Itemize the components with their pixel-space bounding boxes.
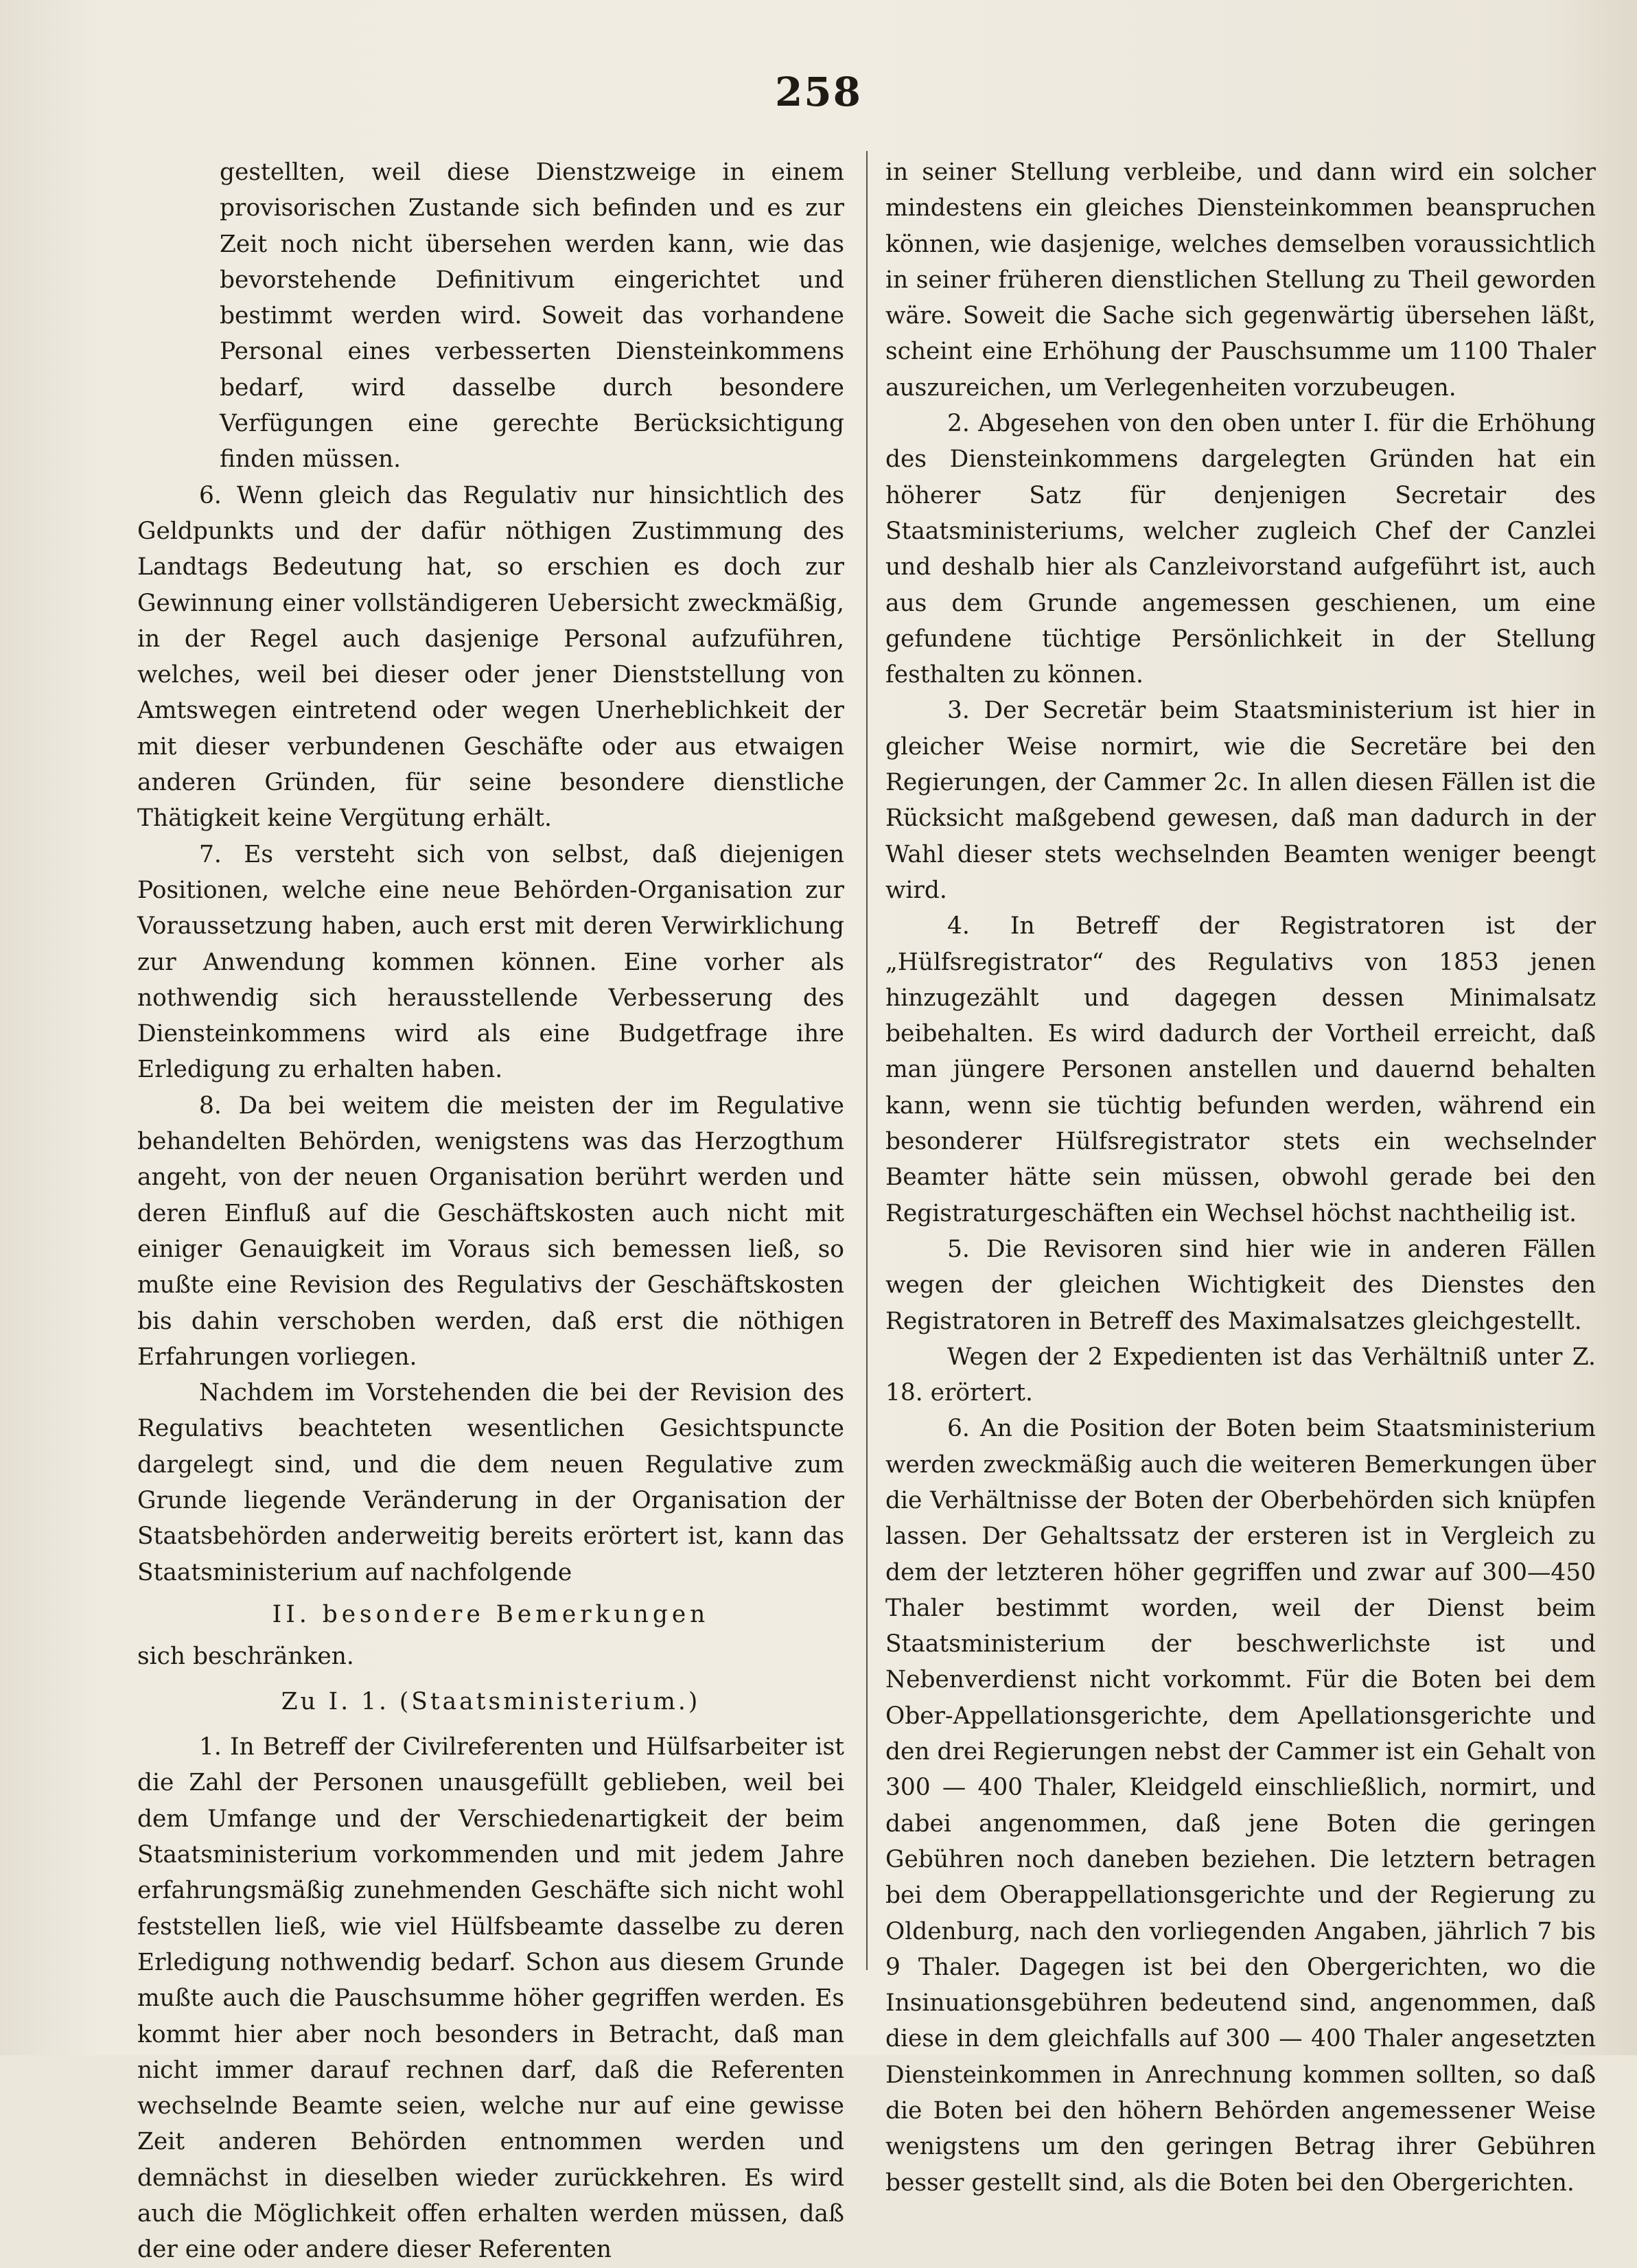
paragraph-2: 2. Abgesehen von den oben unter I. für die Erhöhung des Diensteinkommens dargelegten Gründen hat ein höherer Satz für denjenigen Secretair des Staatsministeriums, welcher zugleich Chef der Canzlei und deshalb hier als Canzleivorstand aufgeführt ist, auch aus dem Grunde angemessen geschienen, um eine gefundene tüchtige Persönlichkeit in der Stellung festhalten zu können. [885,410,1596,689]
right-column [885,154,1596,2201]
subheading-staatsministerium: Zu I. 1. (Staatsministerium.) [281,1688,701,1716]
left-column [137,154,844,2268]
section-heading-II: II. besondere Bemerkungen [272,1600,710,1628]
paragraph-1: 1. In Betreff der Civilreferenten und Hülfsarbeiter ist die Zahl der Personen unausgefüllt geblieben, weil bei dem Umfange und der Verschiedenartigkeit der beim Staatsministerium vorkommenden und mit jedem Jahre erfahrungsmäßig zunehmenden Geschäfte sich nicht wohl feststellen ließ, wie viel Hülfsbeamte dasselbe zu deren Erledigung nothwendig bedarf. Schon aus diesem Grunde mußte auch die Pauschsumme höher gegriffen werden. Es kommt hier aber noch besonders in Betracht, daß man nicht immer darauf rechnen darf, daß die Referenten wechselnde Beamte seien, welche nur auf eine gewisse Zeit anderen Behörden entnommen werden und demnächst in dieselben wieder zurückkehren. Es wird auch die Möglichkeit offen erhalten werden müssen, daß der eine oder andere dieser Referenten [137,1733,844,2264]
paragraph-8: 8. Da bei weitem die meisten der im Regulative behandelten Behörden, wenigstens was das Herzogthum angeht, von der neuen Organisation berührt werden und deren Einfluß auf die Geschäftskosten auch nicht mit einiger Genauigkeit im Voraus sich bemessen ließ, so mußte eine Revision des Regulativs der Geschäftskosten bis dahin verschoben werden, daß erst die nöthigen Erfahrungen vorliegen. [137,1091,844,1371]
paragraph-6-boten: 6. An die Position der Boten beim Staatsministerium werden zweckmäßig auch die weiteren Bemerkungen über die Verhältnisse der Boten der Oberbehörden sich knüpfen lassen. Der Gehaltssatz der ersteren ist in Vergleich zu dem der letzteren höher gegriffen und zwar auf 300—450 Thaler bestimmt worden, weil der Dienst beim Staatsministerium der beschwerlichste ist und Nebenverdienst nicht vorkommt. Für die Boten bei dem Ober-Appellationsgerichte, dem Apellationsgerichte und den drei Regierungen nebst der Cammer ist ein Gehalt von 300 — 400 Thaler, Kleidgeld einschließlich, normirt, und dabei angenommen, daß jene Boten die geringen Gebühren noch daneben beziehen. Die letztern betragen bei dem Oberappellationsgerichte und der Regierung zu Oldenburg, nach den vorliegenden Angaben, jährlich 7 bis 9 Thaler. Dagegen ist bei den Obergerichten, wo die Insinuationsgebühren bedeutend sind, angenommen, daß diese in dem gleichfalls auf 300 — 400 Thaler angesetzten Diensteinkommen in Anrechnung kommen sollten, so daß die Boten bei den höhern Behörden angemessener Weise wenigstens um den geringen Betrag ihrer Gebühren besser gestellt sind, als die Boten bei den Obergerichten. [885,1415,1596,2197]
paragraph-7: 7. Es versteht sich von selbst, daß diejenigen Positionen, welche eine neue Behörden-Organisation zur Voraussetzung haben, auch erst mit deren Verwirklichung zur Anwendung kommen können. Eine vorher als nothwendig sich herausstellende Verbesserung des Diensteinkommens wird als eine Budgetfrage ihre Erledigung zu erhalten haben. [137,840,844,1084]
paragraph-beschraenken: sich beschränken. [137,1642,354,1670]
paragraph-wegen: Wegen der 2 Expedienten ist das Verhältniß unter Z. 18. erörtert. [885,1343,1596,1407]
paragraph-continuation: in seiner Stellung verbleibe, und dann wird ein solcher mindestens ein gleiches Diensteinkommen beanspruchen können, wie dasjenige, welches demselben voraussichtlich in seiner früheren dienstlichen Stellung zu Theil geworden wäre. Soweit die Sache sich gegenwärtig übersehen läßt, scheint eine Erhöhung der Pauschsumme um 1100 Thaler auszureichen, um Verlegenheiten vorzubeugen. [885,159,1596,402]
page-number: 258 [774,69,863,115]
paragraph-3: 3. Der Secretär beim Staatsministerium ist hier in gleicher Weise normirt, wie die Secretäre bei den Regierungen, der Cammer 2c. In allen diesen Fällen ist die Rücksicht maßgebend gewesen, daß man dadurch in der Wahl dieser stets wechselnden Beamten weniger beengt wird. [885,697,1596,904]
paragraph-intro-continuation: gestellten, weil diese Dienstzweige in einem provisorischen Zustande sich befinden und es zur Zeit noch nicht übersehen werden kann, wie das bevorstehende Definitivum eingerichtet und bestimmt werden wird. Soweit das vorhandene Personal eines verbesserten Diensteinkommens bedarf, wird dasselbe durch besondere Verfügungen eine gerechte Berücksichtigung finden müssen. [220,159,844,474]
paragraph-6: 6. Wenn gleich das Regulativ nur hinsichtlich des Geldpunkts und der dafür nöthigen Zustimmung des Landtags Bedeutung hat, so erschien es doch zur Gewinnung einer vollständigeren Uebersicht zweckmäßig, in der Regel auch dasjenige Personal aufzuführen, welches, weil bei dieser oder jener Dienststellung von Amtswegen eintretend oder wegen Unerheblichkeit der mit dieser verbundenen Geschäfte oder aus etwaigen anderen Gründen, für seine besondere dienstliche Thätigkeit keine Vergütung erhält. [137,481,844,833]
paragraph-nachdem: Nachdem im Vorstehenden die bei der Revision des Regulativs beachteten wesentlichen Gesichtspuncte dargelegt sind, und die dem neuen Regulative zum Grunde liegende Veränderung in der Organisation der Staatsbehörden anderweitig bereits erörtert ist, kann das Staatsministerium auf nachfolgende [137,1379,844,1586]
paragraph-4: 4. In Betreff der Registratoren ist der „Hülfsregistrator“ des Regulativs von 1853 jenen hinzugezählt und dagegen dessen Minimalsatz beibehalten. Es wird dadurch der Vortheil erreicht, daß man jüngere Personen anstellen und dauernd behalten kann, wenn sie tüchtig befunden werden, während ein besonderer Hülfsregistrator stets ein wechselnder Beamter hätte sein müssen, obwohl gerade bei den Registraturgeschäften ein Wechsel höchst nachtheilig ist. [885,912,1596,1227]
paragraph-5: 5. Die Revisoren sind hier wie in anderen Fällen wegen der gleichen Wichtigkeit des Dienstes den Registratoren in Betreff des Maximalsatzes gleichgestellt. [885,1235,1596,1335]
column-divider [866,151,868,1970]
